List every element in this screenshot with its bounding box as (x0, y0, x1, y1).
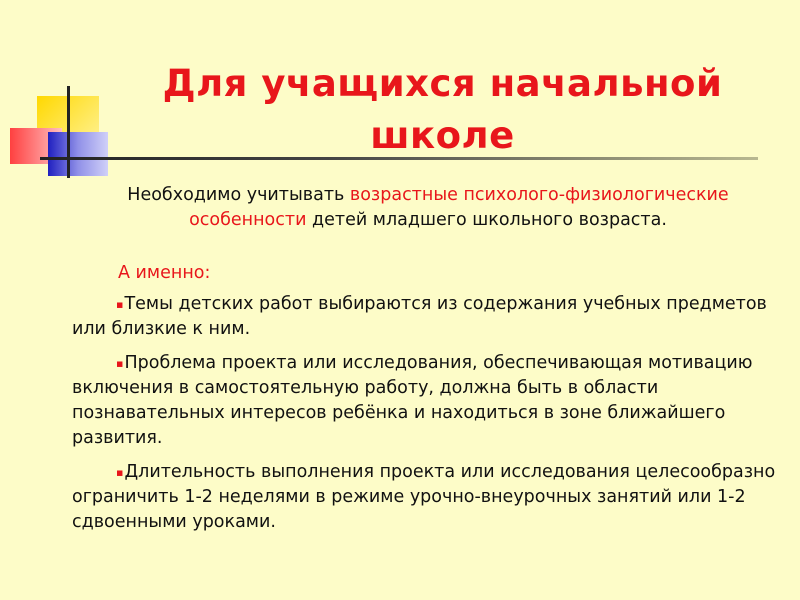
list-item (72, 351, 782, 451)
bullet-marker-icon: ▪ (116, 357, 124, 370)
bullet-marker-icon: ▪ (116, 298, 124, 311)
bullet-marker-icon: ▪ (116, 466, 124, 479)
slide-title: Для учащихся начальной школе (162, 62, 723, 157)
bullet-list (72, 292, 782, 544)
list-item (72, 460, 782, 535)
list-item (72, 292, 782, 342)
list-item-text: Длительность выполнения проекта или исследования целесообразно ограничить 1-2 неделями в режиме урочно-внеурочных занятий или 1-2 сдвоенными уроками. (72, 462, 776, 532)
decorative-blue-rectangle (48, 132, 108, 176)
intro-paragraph (78, 183, 778, 233)
decorative-vertical-line (67, 86, 70, 178)
list-item-text: Проблема проекта или исследования, обеспечивающая мотивацию включения в самостоятельную работу, должна быть в области познавательных интересов ребёнка и находиться в зоне ближайшего развития. (72, 353, 753, 448)
list-item-text: Темы детских работ выбираются из содержания учебных предметов или близкие к ним. (72, 294, 767, 339)
intro-text-end: детей младшего школьного возраста. (306, 210, 667, 230)
intro-text-start: Необходимо учитывать (127, 185, 350, 205)
intro-highlight: возрастные психолого-физиологические особенности (189, 185, 729, 230)
aim-label: А именно: (118, 263, 211, 283)
